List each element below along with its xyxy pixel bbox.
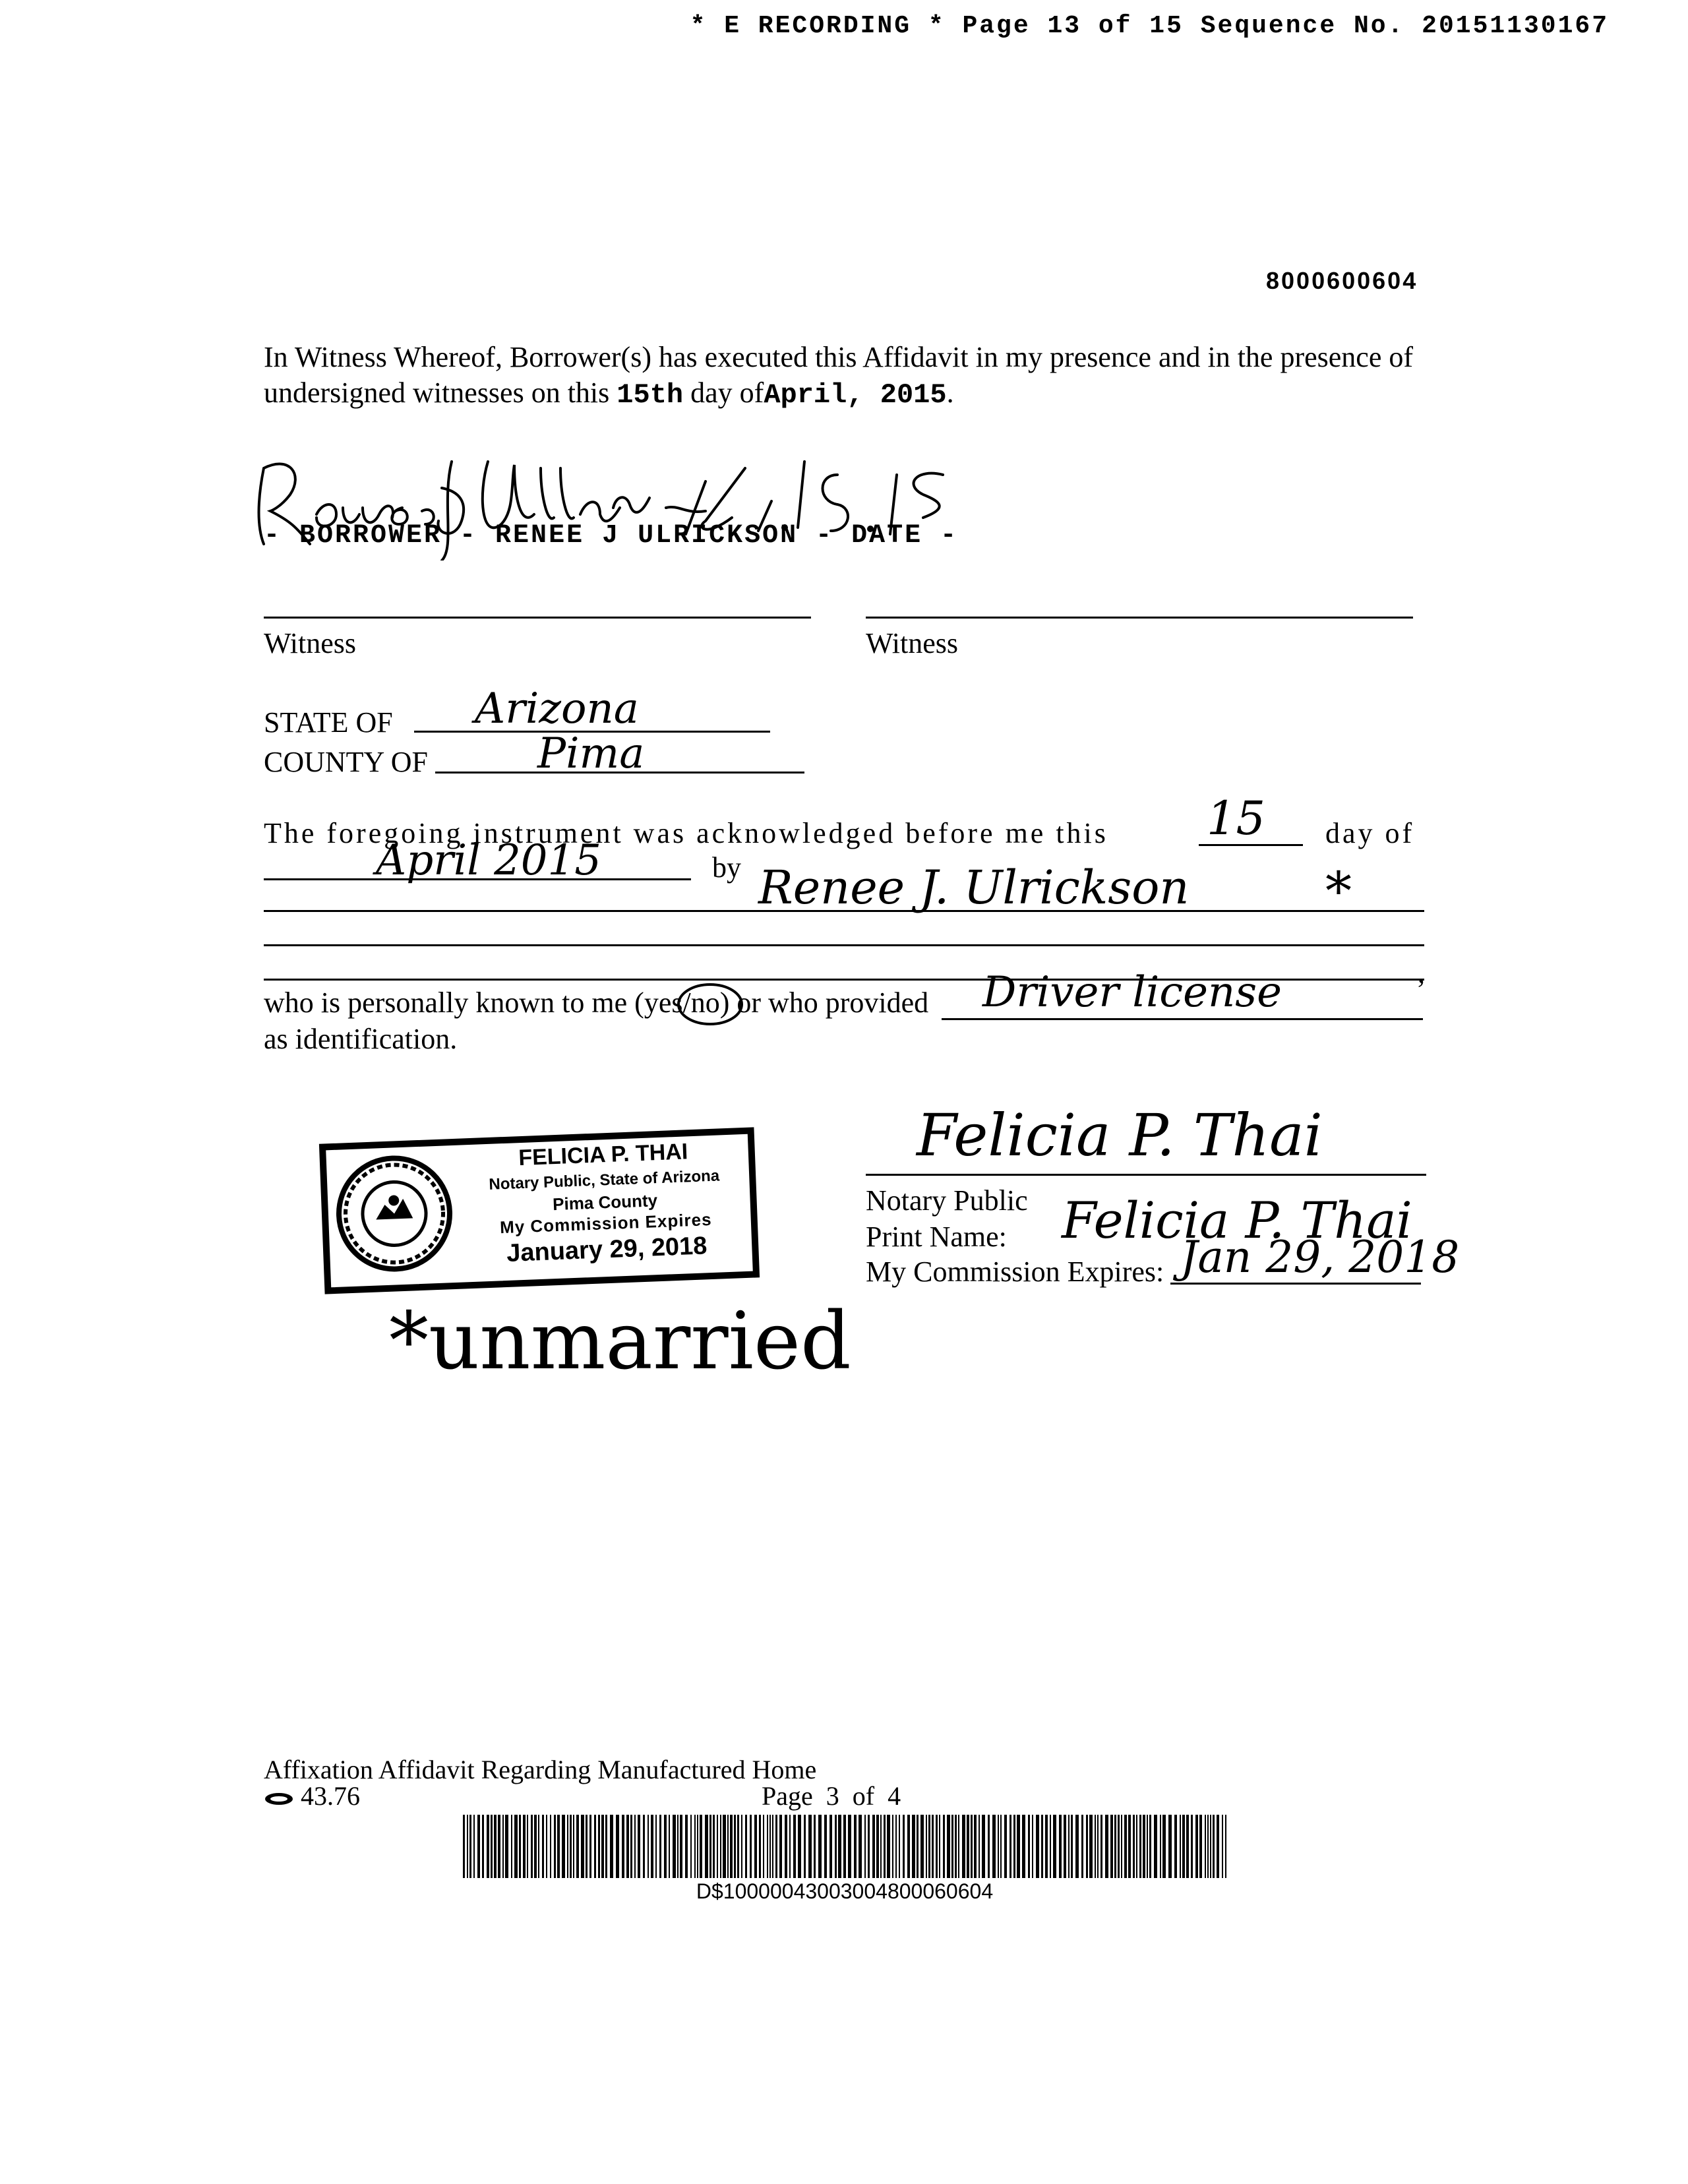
barcode-bar xyxy=(709,1815,711,1878)
barcode-bar xyxy=(1213,1815,1215,1878)
barcode-bar xyxy=(502,1815,504,1878)
barcode-bar xyxy=(912,1815,915,1878)
ack-known-text: who is personally known to me (yes/no) or who provided xyxy=(264,986,929,1019)
unmarried-annotation: *unmarried xyxy=(389,1296,851,1387)
barcode-bar xyxy=(1110,1815,1113,1878)
barcode-bar xyxy=(685,1815,688,1878)
barcode-bar xyxy=(477,1815,480,1878)
barcode-bar xyxy=(1191,1815,1193,1878)
stamp-title: Notary Public, State of Arizona xyxy=(488,1167,720,1194)
stamp-name: FELICIA P. THAI xyxy=(518,1139,688,1171)
barcode-bar xyxy=(1097,1815,1099,1878)
barcode-bar xyxy=(1182,1815,1185,1878)
recording-header: * E RECORDING * Page 13 of 15 Sequence No. 20151130167 xyxy=(690,12,1609,40)
barcode-bar xyxy=(843,1815,846,1878)
barcode-bar xyxy=(793,1815,796,1878)
barcode-bar xyxy=(1217,1815,1219,1878)
barcode-bar xyxy=(1225,1815,1226,1878)
barcode-bar xyxy=(1222,1815,1223,1878)
barcode-bar xyxy=(818,1815,822,1878)
witness-left-label: Witness xyxy=(264,627,356,659)
notary-public-label: Notary Public xyxy=(866,1184,1028,1217)
barcode-bar xyxy=(971,1815,973,1878)
barcode-bar xyxy=(982,1815,985,1878)
barcode-bar xyxy=(848,1815,851,1878)
barcode-bar xyxy=(907,1815,910,1878)
barcode-bar xyxy=(789,1815,791,1878)
barcode-bar xyxy=(864,1815,866,1878)
barcode-bar xyxy=(1071,1815,1073,1878)
barcode-bar xyxy=(550,1815,551,1878)
barcode-bar xyxy=(775,1815,777,1878)
barcode-bar xyxy=(754,1815,757,1878)
barcode-bar xyxy=(664,1815,667,1878)
barcode-bar xyxy=(655,1815,657,1878)
barcode-bar xyxy=(876,1815,879,1878)
witness-clause xyxy=(264,340,1424,413)
barcode-bar xyxy=(557,1815,560,1878)
barcode-bar xyxy=(1068,1815,1070,1878)
barcode-bar xyxy=(554,1815,556,1878)
ack-by: by xyxy=(712,851,741,884)
barcode-bar xyxy=(1000,1815,1002,1878)
barcode-bar xyxy=(505,1815,508,1878)
stamp-county: Pima County xyxy=(552,1190,658,1215)
barcode-bar xyxy=(887,1815,890,1878)
barcode-bar xyxy=(947,1815,950,1878)
barcode-bar xyxy=(998,1815,999,1878)
barcode-bar xyxy=(1114,1815,1116,1878)
state-value: Arizona xyxy=(475,684,639,733)
barcode-bar xyxy=(531,1815,533,1878)
barcode-bar xyxy=(1149,1815,1151,1878)
barcode-bar xyxy=(1022,1815,1025,1878)
barcode-bar xyxy=(651,1815,653,1878)
barcode-bar xyxy=(1160,1815,1161,1878)
barcode-bar xyxy=(1081,1815,1083,1878)
barcode-bar xyxy=(680,1815,682,1878)
barcode-bar xyxy=(601,1815,604,1878)
barcode-bar xyxy=(884,1815,886,1878)
barcode-bar xyxy=(538,1815,539,1878)
barcode-bar xyxy=(1105,1815,1108,1878)
barcode-bar xyxy=(669,1815,670,1878)
barcode-bar xyxy=(737,1815,739,1878)
barcode-bar xyxy=(573,1815,574,1878)
barcode-bar xyxy=(745,1815,747,1878)
barcode-bar xyxy=(630,1815,632,1878)
barcode-bar xyxy=(519,1815,521,1878)
barcode-bar xyxy=(1010,1815,1011,1878)
notary-signature-line xyxy=(866,1174,1426,1176)
barcode-bar xyxy=(1086,1815,1088,1878)
barcode-bar xyxy=(487,1815,489,1878)
barcode-bar xyxy=(932,1815,934,1878)
barcode-bar xyxy=(854,1815,857,1878)
barcode-bar xyxy=(482,1815,484,1878)
barcode-bar xyxy=(605,1815,607,1878)
barcode-bar xyxy=(1186,1815,1189,1878)
ack-comma: , xyxy=(1418,957,1425,989)
barcode-bar xyxy=(992,1815,996,1878)
barcode-bar xyxy=(648,1815,649,1878)
witness-month-year: April, 2015 xyxy=(764,379,947,411)
barcode-bar xyxy=(730,1815,733,1878)
witness-right-line xyxy=(866,617,1413,619)
witness-clause-line1: In Witness Whereof, Borrower(s) has executed this Affidavit in my presence and in the presence of xyxy=(264,341,1414,373)
barcode-bar xyxy=(880,1815,882,1878)
barcode-bar xyxy=(1075,1815,1079,1878)
barcode-bar xyxy=(928,1815,930,1878)
barcode-bar xyxy=(527,1815,528,1878)
barcode-bar xyxy=(903,1815,905,1878)
commission-label: My Commission Expires: xyxy=(866,1256,1164,1288)
barcode-bar xyxy=(1199,1815,1202,1878)
county-label: COUNTY OF xyxy=(264,746,428,778)
barcode-bar xyxy=(594,1815,596,1878)
ack-name-value: Renee J. Ulrickson xyxy=(758,861,1190,915)
barcode-bar xyxy=(859,1815,862,1878)
barcode-bar xyxy=(1095,1815,1096,1878)
ack-day-value: 15 xyxy=(1207,791,1266,845)
ack-day-of: day of xyxy=(1325,817,1415,849)
barcode-bar xyxy=(1143,1815,1145,1878)
witness-day: 15th xyxy=(617,379,684,411)
barcode-bar xyxy=(634,1815,636,1878)
state-label: STATE OF xyxy=(264,706,393,739)
ack-star: * xyxy=(1325,861,1352,922)
footer-page-number: Page 3 of 4 xyxy=(762,1781,901,1811)
barcode-bar xyxy=(586,1815,588,1878)
barcode-bar xyxy=(1162,1815,1166,1878)
barcode-bar xyxy=(677,1815,678,1878)
barcode-bar xyxy=(622,1815,624,1878)
barcode-bar xyxy=(700,1815,702,1878)
barcode-bar xyxy=(1100,1815,1102,1878)
barcode-bar xyxy=(798,1815,801,1878)
barcode-bar xyxy=(511,1815,512,1878)
barcode-bar xyxy=(1059,1815,1062,1878)
form-logo-icon xyxy=(264,1792,294,1806)
witness-clause-line2: undersigned witnesses on this 15th day ofApril, 2015. xyxy=(264,377,954,411)
barcode-bar xyxy=(473,1815,475,1878)
id-line xyxy=(942,1018,1423,1020)
no-circle-mark xyxy=(676,981,745,1027)
barcode-bar xyxy=(838,1815,841,1878)
barcode-bar xyxy=(1064,1815,1066,1878)
barcode-bar xyxy=(974,1815,977,1878)
barcode-bar xyxy=(785,1815,787,1878)
barcode-bar xyxy=(920,1815,924,1878)
barcode-bar xyxy=(1013,1815,1015,1878)
barcode-bar xyxy=(955,1815,957,1878)
barcode-bar xyxy=(1050,1815,1051,1878)
ack-blank-line-1 xyxy=(264,944,1424,946)
barcode-bar xyxy=(494,1815,497,1878)
barcode-bar xyxy=(750,1815,752,1878)
footer-title: Affixation Affidavit Regarding Manufactured Home xyxy=(264,1755,817,1784)
ack-month-value: April 2015 xyxy=(376,836,601,885)
as-identification: as identification. xyxy=(264,1023,458,1055)
barcode-bar xyxy=(769,1815,771,1878)
barcode-bar xyxy=(943,1815,945,1878)
barcode-bar xyxy=(705,1815,708,1878)
barcode-bar xyxy=(895,1815,897,1878)
barcode-bar xyxy=(562,1815,565,1878)
barcode-bar xyxy=(988,1815,990,1878)
witness-left-line xyxy=(264,617,811,619)
barcode-bar xyxy=(1133,1815,1135,1878)
stamp-commission-label: My Commission Expires xyxy=(499,1209,713,1238)
barcode-bar xyxy=(514,1815,518,1878)
barcode-bar xyxy=(1124,1815,1127,1878)
barcode-bar xyxy=(469,1815,471,1878)
barcode-bar xyxy=(1174,1815,1177,1878)
barcode-bar xyxy=(1004,1815,1007,1878)
barcode-bar xyxy=(767,1815,768,1878)
barcode-bar xyxy=(759,1815,761,1878)
acknowledgment-text: The foregoing instrument was acknowledged before me this xyxy=(264,817,1108,849)
barcode-bar xyxy=(951,1815,953,1878)
barcode-bar xyxy=(534,1815,537,1878)
barcode-bar xyxy=(936,1815,938,1878)
barcode-bar xyxy=(598,1815,600,1878)
barcode-bar xyxy=(727,1815,729,1878)
barcode-bar xyxy=(570,1815,572,1878)
stamp-expires: January 29, 2018 xyxy=(506,1232,708,1267)
barcode-bar xyxy=(824,1815,827,1878)
barcode-bar xyxy=(610,1815,613,1878)
barcode-bar xyxy=(899,1815,900,1878)
barcode-bar xyxy=(1207,1815,1209,1878)
barcode-bar xyxy=(1139,1815,1141,1878)
barcode-bar xyxy=(1017,1815,1020,1878)
barcode-bar xyxy=(1128,1815,1131,1878)
barcode-bar xyxy=(917,1815,919,1878)
barcode-bar xyxy=(690,1815,692,1878)
print-name-value: Felicia P. Thai xyxy=(1062,1191,1412,1250)
barcode-bar xyxy=(581,1815,584,1878)
barcode-bar xyxy=(546,1815,547,1878)
barcode-bar xyxy=(659,1815,661,1878)
borrower-caption: - BORROWER - RENEE J ULRICKSON - DATE - xyxy=(264,521,959,551)
barcode-bar xyxy=(814,1815,816,1878)
barcode-bar xyxy=(589,1815,591,1878)
barcode-bar xyxy=(717,1815,718,1878)
barcode-bar xyxy=(567,1815,568,1878)
barcode-bar xyxy=(779,1815,782,1878)
barcode-bar xyxy=(697,1815,698,1878)
barcode-bar xyxy=(1136,1815,1137,1878)
barcode-bar xyxy=(1118,1815,1120,1878)
barcode-bar xyxy=(1147,1815,1148,1878)
barcode-bar xyxy=(1205,1815,1206,1878)
barcode-bar xyxy=(1028,1815,1030,1878)
barcode-bar xyxy=(829,1815,832,1878)
barcode-bar xyxy=(979,1815,980,1878)
barcode-bar xyxy=(872,1815,875,1878)
barcode-bar xyxy=(1154,1815,1157,1878)
barcode-bar xyxy=(741,1815,742,1878)
barcode-bar xyxy=(720,1815,721,1878)
barcode-bar xyxy=(804,1815,806,1878)
barcode-bar xyxy=(1210,1815,1211,1878)
barcode-icon xyxy=(463,1815,1226,1878)
barcode-bar xyxy=(763,1815,764,1878)
loan-number: 8000600604 xyxy=(1266,267,1418,294)
barcode-bar xyxy=(1168,1815,1172,1878)
barcode-bar xyxy=(673,1815,676,1878)
barcode-bar xyxy=(616,1815,619,1878)
print-name-label: Print Name: xyxy=(866,1221,1007,1253)
barcode-bar xyxy=(962,1815,965,1878)
barcode-bar xyxy=(463,1815,465,1878)
barcode-bar xyxy=(1089,1815,1093,1878)
commission-line xyxy=(1170,1283,1421,1285)
barcode-bar xyxy=(868,1815,870,1878)
barcode-bar xyxy=(808,1815,812,1878)
barcode-bar xyxy=(772,1815,773,1878)
barcode-bar xyxy=(576,1815,579,1878)
barcode-bar xyxy=(713,1815,715,1878)
commission-value: Jan 29, 2018 xyxy=(1180,1232,1460,1283)
barcode-bar xyxy=(1032,1815,1033,1878)
barcode-bar xyxy=(694,1815,696,1878)
barcode-bar xyxy=(835,1815,837,1878)
barcode-bar xyxy=(542,1815,544,1878)
witness-right-label: Witness xyxy=(866,627,958,659)
county-value: Pima xyxy=(537,729,645,778)
barcode-bar xyxy=(491,1815,493,1878)
barcode-bar xyxy=(967,1815,969,1878)
barcode-bar xyxy=(1041,1815,1043,1878)
id-value: Driver license xyxy=(982,968,1282,1017)
notary-stamp xyxy=(319,1127,760,1294)
barcode-bar xyxy=(1045,1815,1048,1878)
barcode-bar xyxy=(734,1815,736,1878)
barcode-bar xyxy=(939,1815,940,1878)
barcode-bar xyxy=(1036,1815,1039,1878)
barcode-bar xyxy=(626,1815,629,1878)
barcode-bar xyxy=(926,1815,927,1878)
footer-form: 43.76 xyxy=(264,1780,360,1811)
notary-signature: Felicia P. Thai xyxy=(917,1101,1323,1169)
barcode-bar xyxy=(643,1815,645,1878)
barcode-bar xyxy=(467,1815,468,1878)
barcode-bar xyxy=(1053,1815,1056,1878)
barcode-bar xyxy=(1180,1815,1181,1878)
barcode-bar xyxy=(498,1815,500,1878)
barcode-bar xyxy=(523,1815,526,1878)
barcode-text: D$10000043003004800060604 xyxy=(696,1879,994,1903)
barcode-bar xyxy=(638,1815,640,1878)
barcode-bar xyxy=(892,1815,893,1878)
barcode-bar xyxy=(958,1815,959,1878)
barcode-bar xyxy=(1195,1815,1198,1878)
barcode-bar xyxy=(1121,1815,1122,1878)
barcode-bar xyxy=(723,1815,726,1878)
